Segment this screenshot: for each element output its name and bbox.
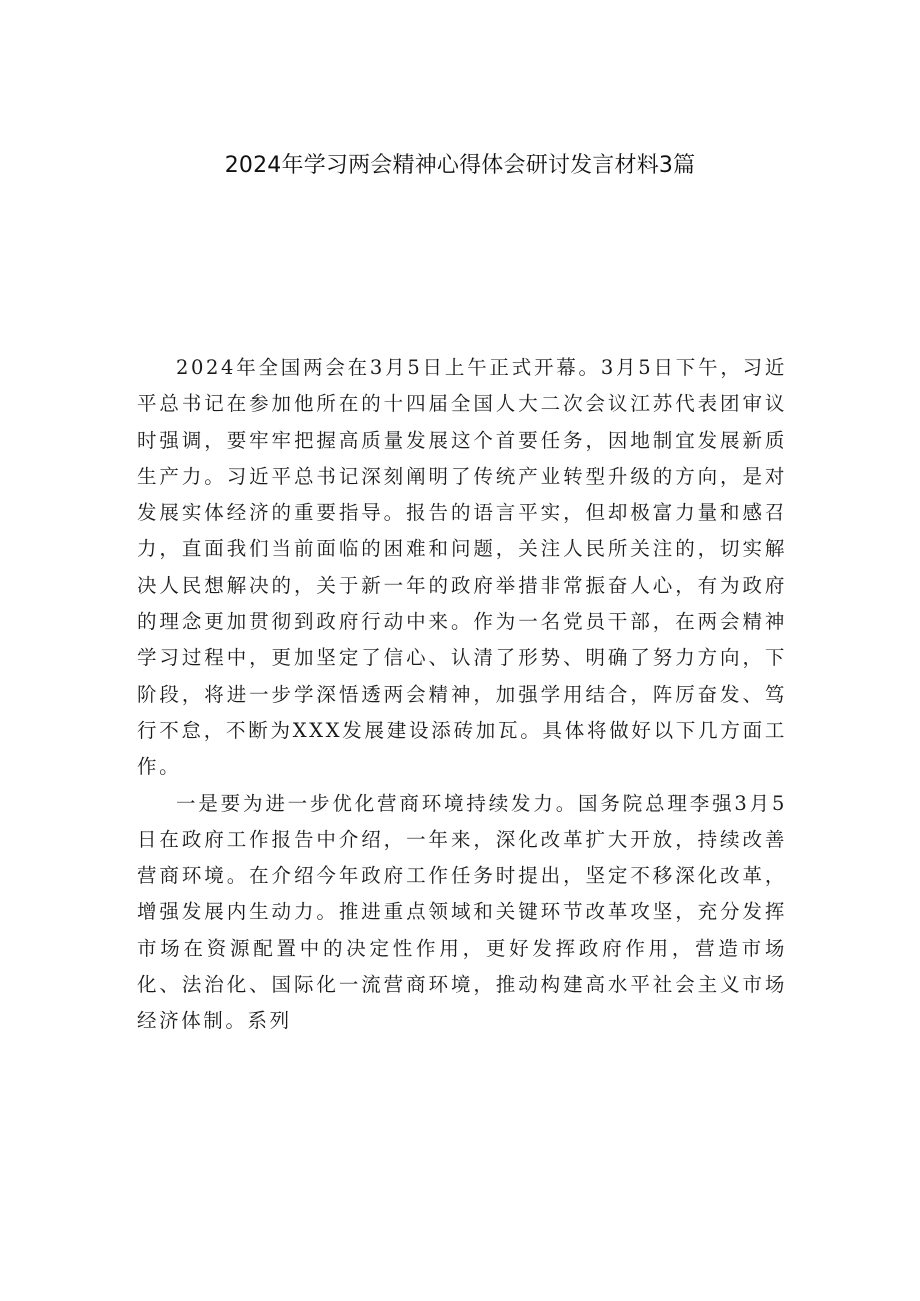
document-title: 2024年学习两会精神心得体会研讨发言材料3篇 (224, 153, 696, 178)
document-body (137, 350, 787, 1040)
paragraph-1: 2024年全国两会在3月5日上午正式开幕。3月5日下午，习近平总书记在参加他所在的十四届全国人大二次会议江苏代表团审议时强调，要牢牢把握高质量发展这个首要任务，因地制宜发展新质生产力。习近平总书记深刻阐明了传统产业转型升级的方向，是对发展实体经济的重要指导。报告的语言平实，但却极富力量和感召力，直面我们当前面临的困难和问题，关注人民所关注的，切实解决人民想解决的，关于新一年的政府举措非常振奋人心，有为政府的理念更加贯彻到政府行动中来。作为一名党员干部，在两会精神学习过程中，更加坚定了信心、认清了形势、明确了努力方向，下阶段，将进一步学深悟透两会精神，加强学用结合，阵厉奋发、笃行不怠，不断为XXX发展建设添砖加瓦。具体将做好以下几方面工作。 (137, 356, 787, 779)
paragraph-2: 一是要为进一步优化营商环境持续发力。国务院总理李强3月5日在政府工作报告中介绍，一年来，深化改革扩大开放，持续改善营商环境。在介绍今年政府工作任务时提出，坚定不移深化改革，增强发展内生动力。推进重点领域和关键环节改革攻坚，充分发挥市场在资源配置中的决定性作用，更好发挥政府作用，营造市场化、法治化、国际化一流营商环境，推动构建高水平社会主义市场经济体制。系列 (137, 791, 787, 1033)
